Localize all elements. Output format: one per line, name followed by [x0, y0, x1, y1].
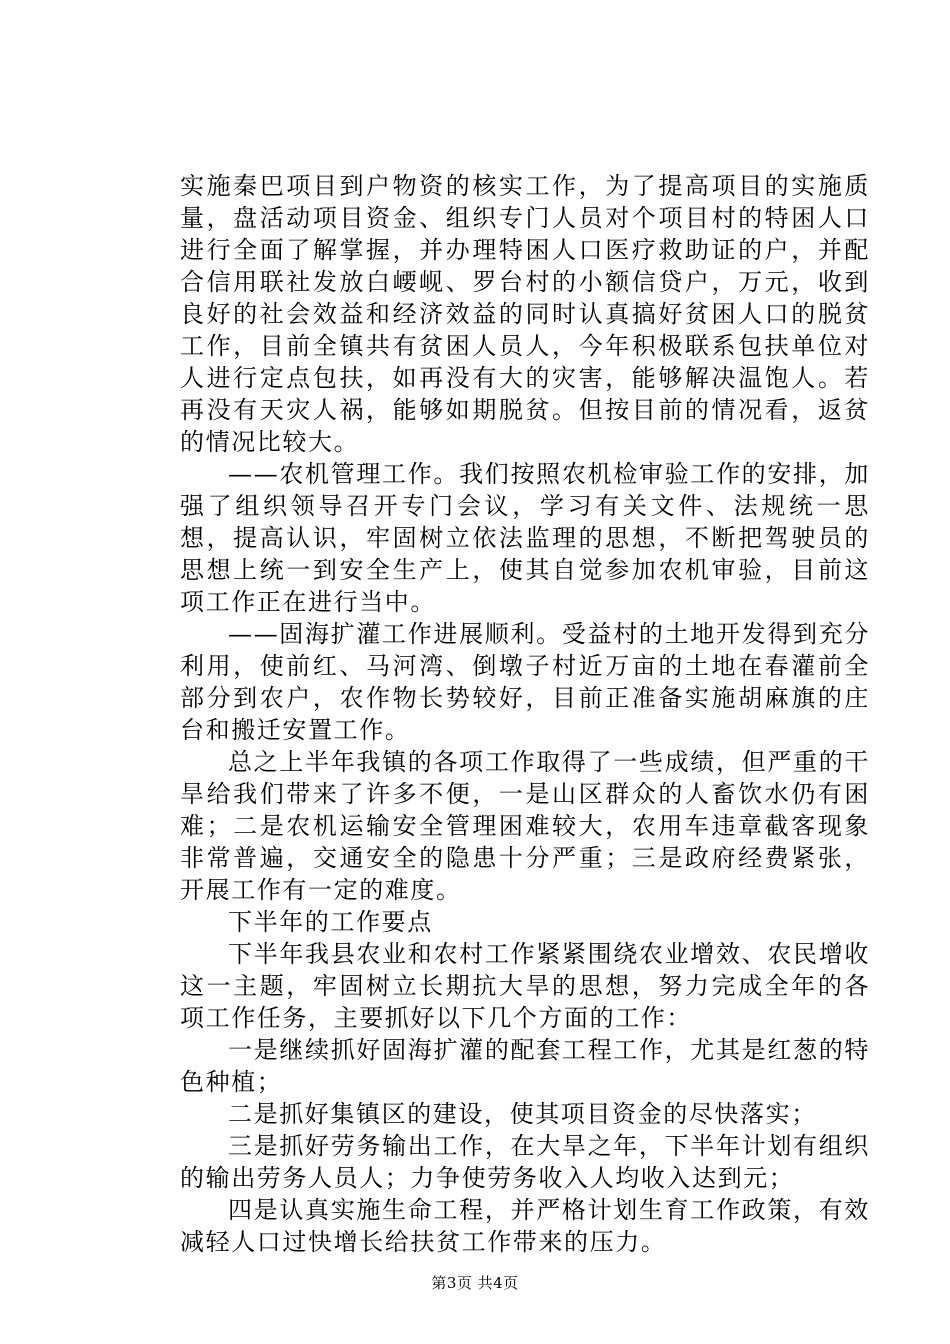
list-item-first: 一是继续抓好固海扩灌的配套工程工作，尤其是红葱的特色种植； — [180, 1036, 870, 1096]
body-text — [180, 170, 870, 1258]
section-heading-second-half: 下半年的工作要点 — [228, 908, 433, 936]
list-item-second: 二是抓好集镇区的建设，使其项目资金的尽快落实； — [228, 1100, 817, 1128]
paragraph-farm-machinery: ——农机管理工作。我们按照农机检审验工作的安排，加强了组织领导召开专门会议，学习有关文件、法规统一思想，提高认识，牢固树立依法监理的思想，不断把驾驶员的思想上统一到安全生产上，使其自觉参加农机审验，目前这项工作正在进行当中。 — [180, 460, 870, 616]
paragraph-summary: 总之上半年我镇的各项工作取得了一些成绩，但严重的干旱给我们带来了许多不便，一是山区群众的人畜饮水仍有困难；二是农机运输安全管理困难较大，农用车违章截客现象非常普遍，交通安全的隐患十分严重；三是政府经费紧张，开展工作有一定的难度。 — [180, 748, 870, 904]
page-number-footer: 第3页 共4页 — [431, 1274, 519, 1292]
paragraph-irrigation: ——固海扩灌工作进展顺利。受益村的土地开发得到充分利用，使前红、马河湾、倒墩子村近万亩的土地在春灌前全部分到农户，农作物长势较好，目前正准备实施胡麻旗的庄台和搬迁安置工作。 — [180, 620, 870, 744]
paragraph-second-half-intro: 下半年我县农业和农村工作紧紧围绕农业增效、农民增收这一主题，牢固树立长期抗大旱的思想，努力完成全年的各项工作任务，主要抓好以下几个方面的工作： — [180, 940, 870, 1032]
list-item-fourth: 四是认真实施生命工程，并严格计划生育工作政策，有效减轻人口过快增长给扶贫工作带来的压力。 — [180, 1196, 870, 1256]
list-item-third: 三是抓好劳务输出工作，在大旱之年，下半年计划有组织的输出劳务人员人；力争使劳务收入人均收入达到元； — [180, 1132, 870, 1192]
paragraph-poverty-relief: 实施秦巴项目到户物资的核实工作，为了提高项目的实施质量，盘活动项目资金、组织专门人员对个项目村的特困人口进行全面了解掌握，并办理特困人口医疗救助证的户，并配合信用联社发放白崾岘、罗台村的小额信贷户，万元，收到良好的社会效益和经济效益的同时认真搞好贫困人口的脱贫工作，目前全镇共有贫困人员人，今年积极联系包扶单位对人进行定点包扶，如再没有大的灾害，能够解决温饱人。若再没有天灾人祸，能够如期脱贫。但按目前的情况看，返贫的情况比较大。 — [180, 172, 870, 456]
